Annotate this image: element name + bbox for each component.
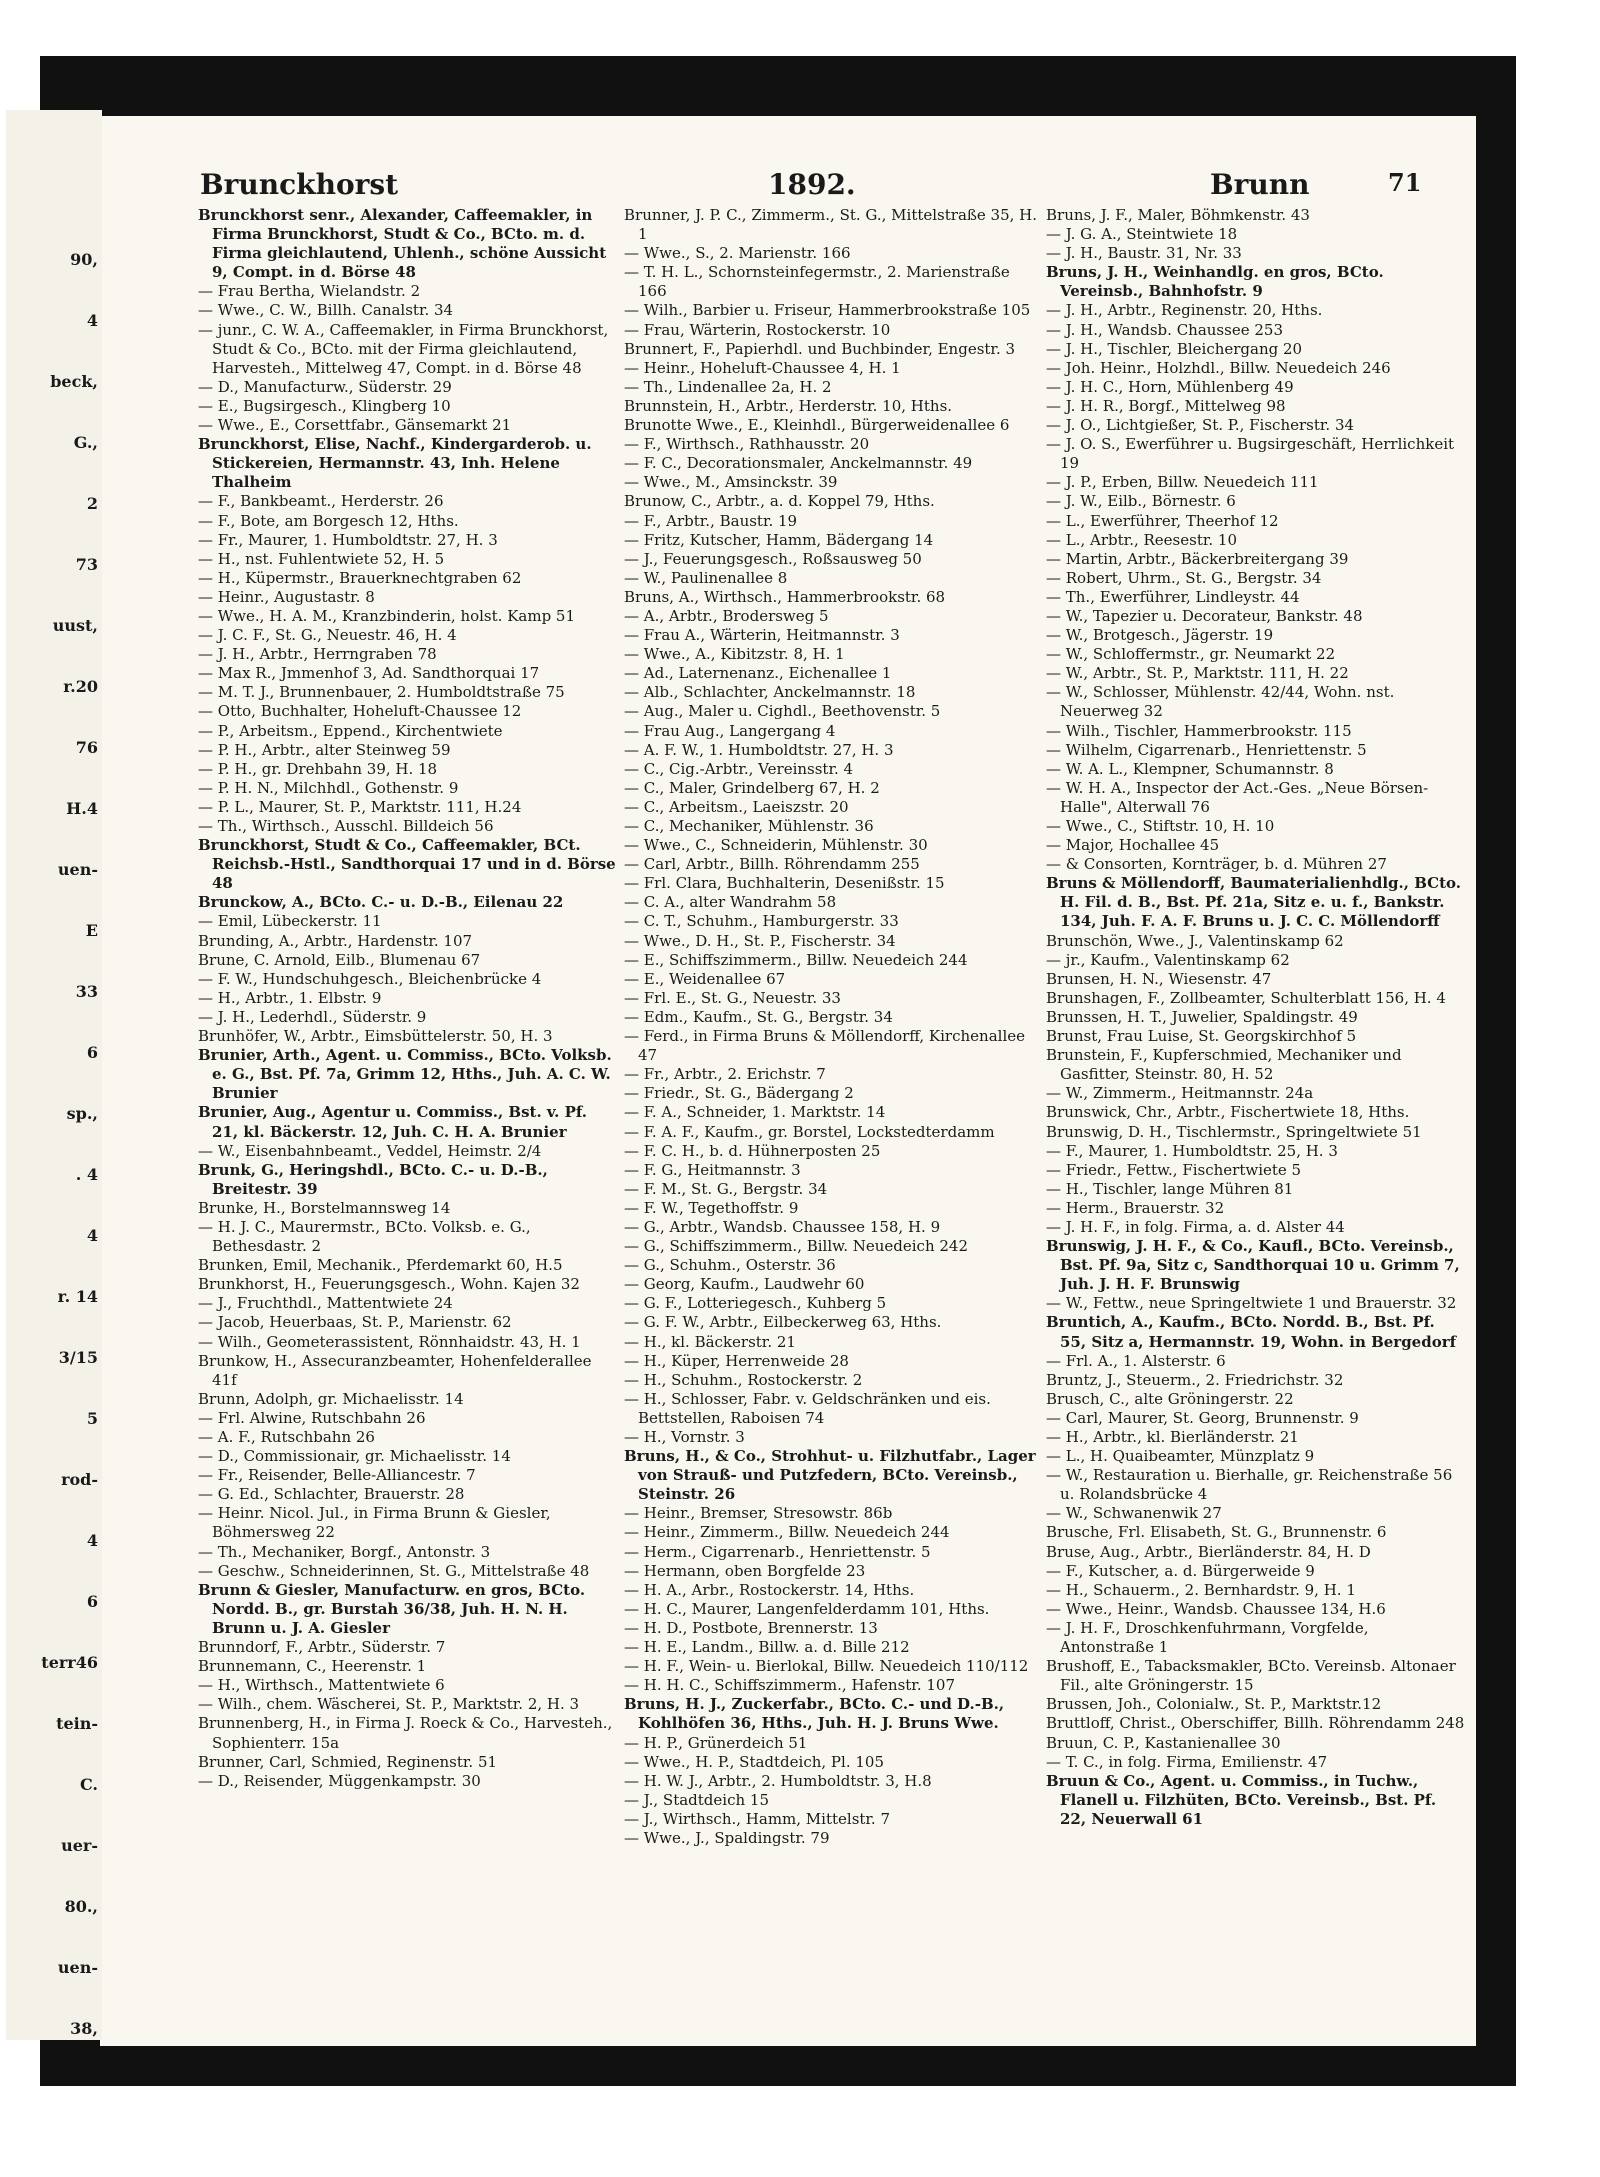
directory-entry: — J. C. F., St. G., Neuestr. 46, H. 4 [198,626,457,645]
directory-entry: Brunken, Emil, Mechanik., Pferdemarkt 60, H.5 [198,1256,563,1275]
directory-entry: — F., Bote, am Borgesch 12, Hths. [198,511,459,530]
directory-entry: — J. W., Eilb., Börnestr. 6 [1046,492,1236,511]
directory-entry: Brunkow, H., Assecuranzbeamter, Hohenfelderallee 41f [198,1351,592,1389]
directory-entry: — Friedr., St. G., Bädergang 2 [624,1084,854,1103]
directory-entry: — L., Ewerführer, Theerhof 12 [1046,511,1279,530]
directory-entry: — P. H., gr. Drehbahn 39, H. 18 [198,759,438,778]
directory-entry: — H., Schlosser, Fabr. v. Geldschränken und eis. Bettstellen, Raboisen 74 [624,1389,991,1427]
directory-entry: — D., Commissionair, gr. Michaelisstr. 14 [198,1447,511,1466]
directory-entry: — T. C., in folg. Firma, Emilienstr. 47 [1046,1752,1328,1771]
margin-fragment: r. 14 [57,1287,98,1306]
directory-entry: — Th., Mechaniker, Borgf., Antonstr. 3 [198,1542,491,1561]
directory-entry: — Frau A., Wärterin, Heitmannstr. 3 [624,626,900,645]
directory-entry: — H. P., Grünerdeich 51 [624,1733,808,1752]
directory-entry: Brune, C. Arnold, Eilb., Blumenau 67 [198,950,481,969]
directory-entry: Brunnemann, C., Heerenstr. 1 [198,1657,427,1676]
directory-entry: — H., Wirthsch., Mattentwiete 6 [198,1676,445,1695]
directory-entry: Brunhöfer, W., Arbtr., Eimsbüttelerstr. 50, H. 3 [198,1027,553,1046]
directory-entry: — J., Stadtdeich 15 [624,1790,769,1809]
directory-entry: Bruns, J. H., Weinhandlg. en gros, BCto. Vereinsb., Bahnhofstr. 9 [1046,263,1384,301]
directory-entry: Brunschön, Wwe., J., Valentinskamp 62 [1046,931,1344,950]
margin-fragment: 6 [86,1592,98,1611]
directory-entry: — Wwe., C., Stiftstr. 10, H. 10 [1046,817,1275,835]
directory-entry: — W., Arbtr., St. P., Marktstr. 111, H. 22 [1046,664,1349,683]
directory-entry: Brunssen, H. T., Juwelier, Spaldingstr. 49 [1046,1007,1358,1026]
directory-entry: Brunstein, F., Kupferschmied, Mechaniker und Gasfitter, Steinstr. 80, H. 52 [1046,1046,1402,1084]
directory-entry: Brunner, J. P. C., Zimmerm., St. G., Mittelstraße 35, H. 1 [624,206,1038,244]
directory-entry: — H. E., Landm., Billw. a. d. Bille 212 [624,1638,910,1657]
directory-entry: — F., Kutscher, a. d. Bürgerweide 9 [1046,1561,1315,1580]
directory-entry: — W., Brotgesch., Jägerstr. 19 [1046,626,1274,645]
directory-entry: — J. H. R., Borgf., Mittelweg 98 [1046,396,1286,415]
margin-fragment: . 4 [75,1165,98,1184]
directory-entry: — Heinr., Bremser, Stresowstr. 86b [624,1504,893,1523]
directory-entry: Brunner, Carl, Schmied, Reginenstr. 51 [198,1752,498,1771]
margin-fragment: 90, [70,250,98,269]
directory-entry: — Wwe., D. H., St. P., Fischerstr. 34 [624,931,896,950]
directory-entry: Brunkhorst, H., Feuerungsgesch., Wohn. Kajen 32 [198,1275,580,1294]
directory-entry: — Frau Bertha, Wielandstr. 2 [198,282,421,301]
directory-entry: — J. P., Erben, Billw. Neuedeich 111 [1046,473,1319,492]
directory-entry: — H. J. C., Maurermstr., BCto. Volksb. e. G., Bethesdastr. 2 [198,1217,531,1256]
directory-entry: Brunow, C., Arbtr., a. d. Koppel 79, Hths. [624,492,935,511]
directory-entry: — A., Arbtr., Brodersweg 5 [624,606,829,625]
directory-entry: Bruns, J. F., Maler, Böhmkenstr. 43 [1046,206,1310,224]
directory-entry: — Frau, Wärterin, Rostockerstr. 10 [624,320,891,339]
margin-fragment: uust, [52,616,98,635]
directory-entry: — J. O. S., Ewerführer u. Bugsirgeschäft, Herrlichkeit 19 [1046,435,1455,473]
directory-entry: Brusch, C., alte Gröningerstr. 22 [1046,1389,1294,1408]
column-2 [624,206,1042,1848]
directory-entry: — J. H. F., in folg. Firma, a. d. Alster 44 [1046,1217,1345,1236]
directory-entry: Brussen, Joh., Colonialw., St. P., Marktstr.12 [1046,1695,1382,1714]
directory-entry: — Wwe., H. P., Stadtdeich, Pl. 105 [624,1752,884,1771]
directory-entry: — J., Fruchthdl., Mattentwiete 24 [198,1294,453,1313]
directory-entry: Bruns, H., & Co., Strohhut- u. Filzhutfabr., Lager von Strauß- und Putzfedern, BCto. Vereinsb., Steinstr. 26 [624,1447,1036,1504]
directory-entry: — P. L., Maurer, St. P., Marktstr. 111, H.24 [198,797,522,816]
directory-entry: — Herm., Cigarrenarb., Henriettenstr. 5 [624,1542,931,1561]
directory-entry: — Frl. E., St. G., Neuestr. 33 [624,988,841,1007]
directory-entry: — H., Arbtr., 1. Elbstr. 9 [198,988,382,1007]
directory-entry: Brunckhorst, Elise, Nachf., Kindergarderob. u. Stickereien, Hermannstr. 43, Inh. Helene Thalheim [198,435,592,492]
directory-entry: — C., Arbeitsm., Laeiszstr. 20 [624,797,849,816]
header-year: 1892. [768,168,856,201]
directory-entry: — J. H. C., Horn, Mühlenberg 49 [1046,377,1294,396]
directory-entry: Brunnert, F., Papierhdl. und Buchbinder, Engestr. 3 [624,339,1016,358]
previous-page-margin [6,110,102,2040]
directory-entry: Brunn, Adolph, gr. Michaelisstr. 14 [198,1389,464,1408]
directory-entry: — C., Cig.-Arbtr., Vereinsstr. 4 [624,759,854,778]
directory-entry: — F. A., Schneider, 1. Marktstr. 14 [624,1103,886,1122]
margin-fragment: tein- [56,1714,98,1733]
directory-entry: — J. H., Arbtr., Reginenstr. 20, Hths. [1046,301,1323,320]
directory-entry: — Ad., Laternenanz., Eichenallee 1 [624,664,892,683]
directory-entry: — Ferd., in Firma Bruns & Möllendorff, Kirchenallee 47 [624,1027,1025,1065]
directory-entry: — W., Zimmerm., Heitmannstr. 24a [1046,1084,1314,1103]
margin-fragment: 4 [86,1226,98,1245]
directory-entry: — Robert, Uhrm., St. G., Bergstr. 34 [1046,568,1322,587]
directory-entry: — G., Arbtr., Wandsb. Chaussee 158, H. 9 [624,1217,941,1236]
directory-entry: — C., Mechaniker, Mühlenstr. 36 [624,817,874,835]
directory-entry: — W., Schlosser, Mühlenstr. 42/44, Wohn. nst. Neuerweg 32 [1046,683,1395,721]
directory-entry: — J. O., Lichtgießer, St. P., Fischerstr. 34 [1046,416,1355,435]
margin-fragment: terr46 [41,1653,98,1672]
header-right-word: Brunn [1210,168,1310,201]
directory-entry: — J. H., Baustr. 31, Nr. 33 [1046,244,1242,263]
directory-entry: — Herm., Brauerstr. 32 [1046,1198,1225,1217]
directory-entry: — E., Weidenallee 67 [624,969,786,988]
margin-fragment: sp., [66,1104,98,1123]
margin-fragment: r.20 [63,677,98,696]
directory-entry: — Georg, Kaufm., Laudwehr 60 [624,1275,865,1294]
directory-entry: — D., Reisender, Müggenkampstr. 30 [198,1771,481,1790]
directory-entry: Brusche, Frl. Elisabeth, St. G., Brunnenstr. 6 [1046,1523,1387,1542]
directory-entry: — T. H. L., Schornsteinfegermstr., 2. Marienstraße 166 [624,263,1010,301]
margin-fragment: 73 [75,555,98,574]
directory-entry: — H., Schauerm., 2. Bernhardstr. 9, H. 1 [1046,1580,1356,1599]
directory-entry: — Emil, Lübeckerstr. 11 [198,912,382,931]
margin-fragment: 5 [86,1409,98,1428]
directory-entry: — H. W. J., Arbtr., 2. Humboldtstr. 3, H.8 [624,1771,932,1790]
directory-entry: Brunier, Aug., Agentur u. Commiss., Bst. v. Pf. 21, kl. Bäckerstr. 12, Juh. C. H. A. Brunier [198,1103,587,1141]
directory-entry: — Joh. Heinr., Holzhdl., Billw. Neuedeich 246 [1046,358,1391,377]
directory-entry: — Martin, Arbtr., Bäckerbreitergang 39 [1046,549,1349,568]
directory-entry: — J. G. A., Steintwiete 18 [1046,225,1238,244]
directory-entry: — W., Schwanenwik 27 [1046,1504,1222,1523]
directory-entry: — W. A. L., Klempner, Schumannstr. 8 [1046,759,1334,778]
directory-entry: — F. W., Tegethoffstr. 9 [624,1198,799,1217]
directory-entry: Bruns, H. J., Zuckerfabr., BCto. C.- und D.-B., Kohlhöfen 36, Hths., Juh. H. J. Bruns Wwe. [624,1695,1005,1733]
directory-entry: — G. F., Lotteriegesch., Kuhberg 5 [624,1294,887,1313]
margin-fragment: 76 [75,738,98,757]
directory-entry: — M. T. J., Brunnenbauer, 2. Humboldtstraße 75 [198,683,565,702]
directory-entry: Brunding, A., Arbtr., Hardenstr. 107 [198,931,473,950]
directory-entry: — J. H., Wandsb. Chaussee 253 [1046,320,1283,339]
directory-entry: — Wwe., J., Spaldingstr. 79 [624,1828,830,1847]
scan-border-bottom [40,2046,1516,2086]
margin-fragment: uen- [57,860,98,879]
directory-entry: Bruntich, A., Kaufm., BCto. Nordd. B., Bst. Pf. 55, Sitz a, Hermannstr. 19, Wohn. in Bergedorf [1046,1313,1457,1351]
directory-entry: — C. A., alter Wandrahm 58 [624,893,837,912]
directory-entry: — Wwe., Heinr., Wandsb. Chaussee 134, H.6 [1046,1599,1386,1618]
directory-entry: Brunswig, J. H. F., & Co., Kaufl., BCto. Vereinsb., Bst. Pf. 9a, Sitz c, Sandthorquai 10 u. Grimm 7, Juh. J. H. F. Brunswig [1046,1237,1460,1294]
directory-entry: — Hermann, oben Borgfelde 23 [624,1561,866,1580]
directory-entry: — G., Schuhm., Osterstr. 36 [624,1256,836,1275]
directory-entry: — Carl, Arbtr., Billh. Röhrendamm 255 [624,855,920,874]
directory-entry: Brunshagen, F., Zollbeamter, Schulterblatt 156, H. 4 [1046,988,1446,1007]
directory-entry: — H. H. C., Schiffszimmerm., Hafenstr. 107 [624,1676,955,1695]
margin-fragment: uer- [61,1836,98,1855]
directory-entry: Brunswig, D. H., Tischlermstr., Springeltwiete 51 [1046,1122,1422,1141]
directory-entry: — Alb., Schlachter, Anckelmannstr. 18 [624,683,916,702]
directory-entry: — Edm., Kaufm., St. G., Bergstr. 34 [624,1007,893,1026]
directory-entry: — H. C., Maurer, Langenfelderdamm 101, Hths. [624,1599,990,1618]
margin-fragment: H.4 [66,799,98,818]
margin-fragment: 4 [86,311,98,330]
directory-entry: Brunke, H., Borstelmannsweg 14 [198,1198,451,1217]
directory-entry: — P. H. N., Milchhdl., Gothenstr. 9 [198,778,459,797]
directory-entry: — F., Arbtr., Baustr. 19 [624,511,798,530]
directory-entry: Bruun, C. P., Kastanienallee 30 [1046,1733,1281,1752]
page-number: 71 [1388,168,1422,197]
directory-entry: — Wwe., E., Corsettfabr., Gänsemarkt 21 [198,416,512,435]
directory-entry: — Wwe., C., Schneiderin, Mühlenstr. 30 [624,836,928,855]
directory-entry: Brunnstein, H., Arbtr., Herderstr. 10, Hths. [624,396,953,415]
margin-fragment: rod- [61,1470,98,1489]
directory-entry: — F. M., St. G., Bergstr. 34 [624,1179,828,1198]
directory-entry: Brunk, G., Heringshdl., BCto. C.- u. D.-B., Breitestr. 39 [198,1160,548,1198]
directory-entry: Brunotte Wwe., E., Kleinhdl., Bürgerweidenallee 6 [624,416,1010,435]
directory-entry: — junr., C. W. A., Caffeemakler, in Firma Brunckhorst, Studt & Co., BCto. mit der Firma gleichlautend, Harvesteh., Mittelweg 47, Compt. in d. Börse 48 [198,320,609,377]
directory-entry: — Wilh., Geometerassistent, Rönnhaidstr. 43, H. 1 [198,1332,581,1351]
directory-entry: — G. F. W., Arbtr., Eilbeckerweg 63, Hths. [624,1313,942,1332]
directory-entry: Bruun & Co., Agent. u. Commiss., in Tuchw., Flanell u. Filzhüten, BCto. Vereinsb., Bst. Pf. 22, Neuerwall 61 [1046,1771,1437,1828]
directory-entry: — F. C. H., b. d. Hühnerposten 25 [624,1141,881,1160]
margin-fragment: beck, [50,372,98,391]
directory-entry: — C., Maler, Grindelberg 67, H. 2 [624,778,880,797]
directory-entry: — H., nst. Fuhlentwiete 52, H. 5 [198,549,445,568]
directory-entry: — W., Schloffermstr., gr. Neumarkt 22 [1046,645,1336,664]
directory-entry: — Frl. Clara, Buchhalterin, Desenißstr. 15 [624,874,945,893]
scan-border-right [1476,56,1516,2086]
margin-fragment: E [85,921,98,940]
directory-entry: — Heinr., Augustastr. 8 [198,587,375,606]
directory-entry: — J. H., Arbtr., Herrngraben 78 [198,645,437,664]
directory-entry: — W., Paulinenallee 8 [624,568,788,587]
directory-entry: Brunier, Arth., Agent. u. Commiss., BCto. Volksb. e. G., Bst. Pf. 7a, Grimm 12, Hths., Juh. A. C. W. Brunier [198,1046,612,1103]
directory-entry: — W., Restauration u. Bierhalle, gr. Reichenstraße 56 u. Rolandsbrücke 4 [1046,1466,1453,1504]
directory-entry: — Fr., Reisender, Belle-Alliancestr. 7 [198,1466,476,1485]
directory-entry: — Friedr., Fettw., Fischertwiete 5 [1046,1160,1302,1179]
directory-entry: — H. A., Arbr., Rostockerstr. 14, Hths. [624,1580,915,1599]
directory-entry: — A. F., Rutschbahn 26 [198,1428,375,1446]
directory-entry: — & Consorten, Kornträger, b. d. Mühren 27 [1046,855,1387,874]
directory-entry: Brushoff, E., Tabacksmakler, BCto. Vereinsb. Altonaer Fil., alte Gröningerstr. 15 [1046,1657,1456,1695]
directory-entry: — W., Fettw., neue Springeltwiete 1 und Brauerstr. 32 [1046,1294,1457,1313]
directory-entry: — Major, Hochallee 45 [1046,836,1220,855]
directory-entry: — H., Tischler, lange Mühren 81 [1046,1179,1294,1198]
directory-entry: Brunst, Frau Luise, St. Georgskirchhof 5 [1046,1027,1357,1046]
directory-entry: — Th., Wirthsch., Ausschl. Billdeich 56 [198,817,494,835]
directory-entry: Bruns & Möllendorff, Baumaterialienhdlg., BCto. H. Fil. d. B., Bst. Pf. 21a, Sitz e. u. f., Bankstr. 134, Juh. F. A. F. Bruns u. J. C. C. Möllendorff [1046,874,1461,931]
directory-entry: — Th., Ewerführer, Lindleystr. 44 [1046,587,1300,606]
directory-entry: — Wilh., chem. Wäscherei, St. P., Marktstr. 2, H. 3 [198,1695,580,1714]
directory-entry: — W., Tapezier u. Decorateur, Bankstr. 48 [1046,606,1363,625]
directory-entry: — Otto, Buchhalter, Hoheluft-Chaussee 12 [198,702,522,721]
directory-entry: — J. H. F., Droschkenfuhrmann, Vorgfelde, Antonstraße 1 [1046,1618,1369,1657]
directory-entry: — P. H., Arbtr., alter Steinweg 59 [198,740,451,759]
directory-entry: — Aug., Maler u. Cighdl., Beethovenstr. 5 [624,702,941,721]
directory-entry: — Wwe., H. A. M., Kranzbinderin, holst. Kamp 51 [198,606,576,625]
directory-entry: — G., Schiffszimmerm., Billw. Neuedeich 242 [624,1237,969,1256]
directory-entry: — L., H. Quaibeamter, Münzplatz 9 [1046,1447,1315,1466]
directory-entry: — H., Arbtr., kl. Bierländerstr. 21 [1046,1428,1299,1446]
directory-entry: Brunn & Giesler, Manufacturw. en gros, BCto. Nordd. B., gr. Burstah 36/38, Juh. H. N. H. Brunn u. J. A. Giesler [198,1580,586,1637]
directory-entry: — J., Feuerungsgesch., Roßsausweg 50 [624,549,922,568]
directory-entry: Brunswick, Chr., Arbtr., Fischertwiete 18, Hths. [1046,1103,1410,1122]
margin-fragment: uen- [57,1958,98,1977]
directory-entry: — H., kl. Bäckerstr. 21 [624,1332,796,1351]
directory-entry: Brunsen, H. N., Wiesenstr. 47 [1046,969,1272,988]
directory-entry: — Heinr. Nicol. Jul., in Firma Brunn & Giesler, Böhmersweg 22 [198,1504,551,1542]
directory-entry: Brunckhorst, Studt & Co., Caffeemakler, BCt. Reichsb.-Hstl., Sandthorquai 17 und in d. Börse 48 [198,836,616,893]
directory-entry: — H., Schuhm., Rostockerstr. 2 [624,1370,863,1389]
margin-fragment: 33 [75,982,98,1001]
column-3 [1046,206,1466,1829]
directory-entry: — Frl. A., 1. Alsterstr. 6 [1046,1351,1226,1370]
directory-entry: — C. T., Schuhm., Hamburgerstr. 33 [624,912,899,931]
directory-entry: — F. G., Heitmannstr. 3 [624,1160,801,1179]
directory-entry: — Heinr., Zimmerm., Billw. Neuedeich 244 [624,1523,950,1542]
directory-entry: — Wilh., Tischler, Hammerbrookstr. 115 [1046,721,1352,740]
directory-entry: — A. F. W., 1. Humboldtstr. 27, H. 3 [624,740,894,759]
margin-fragment: 3/15 [58,1348,98,1367]
directory-entry: Bruns, A., Wirthsch., Hammerbrookstr. 68 [624,587,946,606]
directory-entry: — Fritz, Kutscher, Hamm, Bädergang 14 [624,530,934,549]
directory-entry: — Wilhelm, Cigarrenarb., Henriettenstr. 5 [1046,740,1367,759]
directory-entry: — Fr., Arbtr., 2. Erichstr. 7 [624,1065,826,1084]
directory-entry: — Wwe., C. W., Billh. Canalstr. 34 [198,301,454,320]
directory-entry: — H. F., Wein- u. Bierlokal, Billw. Neuedeich 110/112 [624,1657,1029,1676]
directory-entry: — E., Bugsirgesch., Klingberg 10 [198,396,451,415]
directory-entry: — Frau Aug., Langergang 4 [624,721,836,740]
directory-entry: — W. H. A., Inspector der Act.-Ges. „Neue Börsen-Halle", Alterwall 76 [1046,778,1429,816]
directory-entry: Bruse, Aug., Arbtr., Bierländerstr. 84, H. D [1046,1542,1371,1561]
directory-entry: — Th., Lindenallee 2a, H. 2 [624,377,832,396]
directory-entry: — J. H., Lederhdl., Süderstr. 9 [198,1007,427,1026]
directory-entry: — J., Wirthsch., Hamm, Mittelstr. 7 [624,1809,891,1828]
directory-entry: — F., Maurer, 1. Humboldtstr. 25, H. 3 [1046,1141,1338,1160]
directory-entry: — F. W., Hundschuhgesch., Bleichenbrücke 4 [198,969,542,988]
directory-entry: — Wwe., M., Amsinckstr. 39 [624,473,838,492]
directory-entry: — D., Manufacturw., Süderstr. 29 [198,377,452,396]
directory-entry: — J. H., Tischler, Bleichergang 20 [1046,339,1303,358]
column-1 [198,206,616,1791]
margin-fragment: 2 [86,494,98,513]
directory-entry: — E., Schiffszimmerm., Billw. Neuedeich 244 [624,950,968,969]
directory-entry: Bruttloff, Christ., Oberschiffer, Billh. Röhrendamm 248 [1046,1714,1465,1733]
directory-entry: Brunndorf, F., Arbtr., Süderstr. 7 [198,1638,446,1657]
directory-entry: — jr., Kaufm., Valentinskamp 62 [1046,950,1290,969]
directory-entry: Bruntz, J., Steuerm., 2. Friedrichstr. 32 [1046,1370,1344,1389]
directory-entry: — Wilh., Barbier u. Friseur, Hammerbrookstraße 105 [624,301,1031,320]
directory-entry: — H., Küper, Herrenweide 28 [624,1351,849,1370]
directory-entry: Brunnenberg, H., in Firma J. Roeck & Co., Harvesteh., Sophienterr. 15a [198,1714,613,1752]
directory-entry: — Jacob, Heuerbaas, St. P., Marienstr. 62 [198,1313,512,1332]
margin-fragment: 38, [70,2019,98,2038]
margin-fragment: G., [73,433,98,452]
margin-fragment: 4 [86,1531,98,1550]
directory-entry: — Heinr., Hoheluft-Chaussee 4, H. 1 [624,358,901,377]
directory-entry: Brunckhorst senr., Alexander, Caffeemakler, in Firma Brunckhorst, Studt & Co., BCto. m. d. Firma gleichlautend, Uhlenh., schöne Aussicht 9, Compt. in d. Börse 48 [198,206,607,282]
directory-entry: — L., Arbtr., Reesestr. 10 [1046,530,1237,549]
directory-entry: — H., Küpermstr., Brauerknechtgraben 62 [198,568,522,587]
directory-entry: — P., Arbeitsm., Eppend., Kirchentwiete [198,721,503,740]
directory-entry: — F. A. F., Kaufm., gr. Borstel, Lockstedterdamm [624,1122,995,1141]
directory-entry: — Frl. Alwine, Rutschbahn 26 [198,1408,426,1427]
directory-entry: — Fr., Maurer, 1. Humboldtstr. 27, H. 3 [198,530,498,549]
directory-entry: — G. Ed., Schlachter, Brauerstr. 28 [198,1485,465,1504]
margin-fragment: 80., [64,1897,98,1916]
directory-entry: Brunckow, A., BCto. C.- u. D.-B., Eilenau 22 [198,893,564,912]
directory-entry: — F., Bankbeamt., Herderstr. 26 [198,492,444,511]
directory-entry: — F. C., Decorationsmaler, Anckelmannstr. 49 [624,454,973,473]
directory-entry: — H. D., Postbote, Brennerstr. 13 [624,1618,878,1637]
directory-entry: — W., Eisenbahnbeamt., Veddel, Heimstr. 2/4 [198,1141,542,1160]
directory-entry: — F., Wirthsch., Rathhausstr. 20 [624,435,870,454]
scan-border-top [40,56,1516,116]
directory-entry: — Max R., Jmmenhof 3, Ad. Sandthorquai 17 [198,664,540,683]
margin-fragment: 6 [86,1043,98,1062]
directory-entry: — Carl, Maurer, St. Georg, Brunnenstr. 9 [1046,1408,1359,1427]
directory-entry: — H., Vornstr. 3 [624,1428,745,1446]
directory-entry: — Wwe., A., Kibitzstr. 8, H. 1 [624,645,845,664]
header-left-word: Brunckhorst [200,168,399,201]
margin-fragment: C. [79,1775,98,1794]
directory-entry: — Wwe., S., 2. Marienstr. 166 [624,244,851,263]
directory-entry: — Geschw., Schneiderinnen, St. G., Mittelstraße 48 [198,1561,590,1580]
